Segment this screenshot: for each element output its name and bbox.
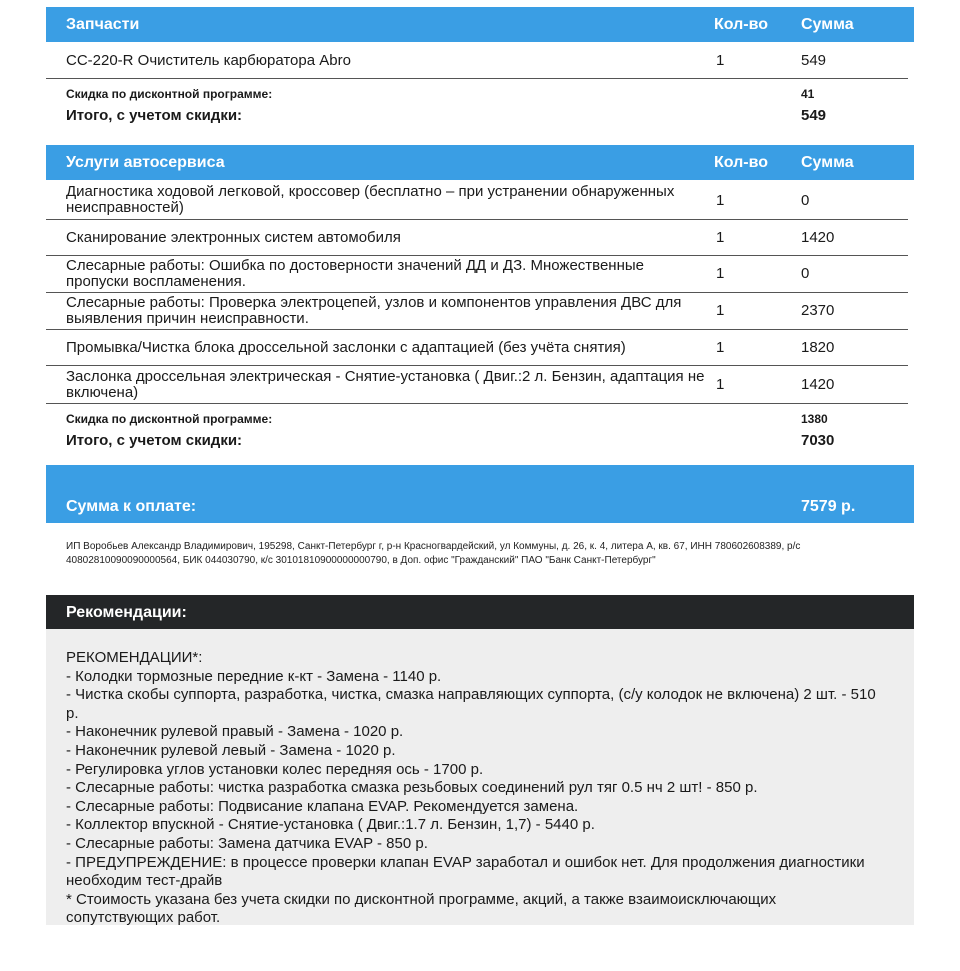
- parts-discount-row: [46, 79, 914, 103]
- recommendation-line: - Наконечник рулевой левый - Замена - 1020 р.: [66, 741, 396, 759]
- service-qty: 1: [716, 339, 725, 356]
- parts-header-sum: Сумма: [801, 15, 854, 33]
- services-header: [46, 145, 914, 180]
- service-sum: 1420: [801, 229, 835, 246]
- service-qty: 1: [716, 302, 725, 319]
- services-total-value: 7030: [801, 432, 835, 449]
- recommendations-title: Рекомендации:: [66, 604, 187, 621]
- recommendation-line: - Наконечник рулевой правый - Замена - 1020 р.: [66, 723, 404, 741]
- table-row: [46, 366, 908, 404]
- payment-value: 7579 р.: [801, 498, 856, 515]
- parts-header: [46, 7, 914, 42]
- service-name: Сканирование электронных систем автомобиля: [66, 229, 401, 246]
- recommendation-line: - Колодки тормозные передние к-кт - Замена - 1140 р.: [66, 667, 442, 685]
- services-header-sum: Сумма: [801, 153, 854, 171]
- parts-header-title: Запчасти: [66, 15, 140, 33]
- payment-label: Сумма к оплате:: [66, 498, 197, 515]
- parts-discount-label: Скидка по дисконтной программе:: [66, 87, 273, 101]
- recommendation-line: - Слесарные работы: чистка разработка смазка резьбовых соединений рул тяг 0.5 нч 2 шт! - 850 р.: [66, 779, 758, 797]
- recommendation-line: * Стоимость указана без учета скидки по дисконтной программе, акций, а также взаимоисключающих сопутствующих работ.: [66, 890, 777, 927]
- recommendations-body: [46, 629, 914, 925]
- part-sum: 549: [801, 52, 827, 69]
- recommendation-line: - Слесарные работы: Замена датчика EVAP - 850 р.: [66, 834, 428, 852]
- services-total-row: [46, 428, 914, 454]
- services-discount-label: Скидка по дисконтной программе:: [66, 412, 273, 426]
- services-header-title: Услуги автосервиса: [66, 153, 225, 171]
- service-name: Промывка/Чистка блока дроссельной заслонки с адаптацией (без учёта снятия): [66, 339, 626, 356]
- service-qty: 1: [716, 229, 725, 246]
- part-qty: 1: [716, 52, 725, 69]
- parts-header-qty: Кол-во: [714, 15, 769, 33]
- services-discount-row: [46, 404, 914, 428]
- service-sum: 1820: [801, 339, 835, 356]
- service-qty: 1: [716, 265, 725, 282]
- table-row: [46, 330, 908, 366]
- table-row: [46, 256, 908, 293]
- parts-total-row: [46, 103, 914, 129]
- recommendation-line: - ПРЕДУПРЕЖДЕНИЕ: в процессе проверки клапан EVAP заработал и ошибок нет. Для продолжения диагностики необходим тест-драйв: [66, 853, 865, 890]
- recommendation-line: РЕКОМЕНДАЦИИ*:: [66, 649, 203, 666]
- services-discount-value: 1380: [801, 412, 828, 426]
- table-row: [46, 180, 908, 220]
- services-total-label: Итого, с учетом скидки:: [66, 432, 243, 449]
- company-requisites: ИП Воробьев Александр Владимирович, 195298, Санкт-Петербург г, р-н Красногвардейский, ул Коммуны, д. 26, к. 4, литера А, кв. 67, ИНН 780602608389, р/с 40802810090090000564, БИК 044030790, к/с 30101810900000000790, в Доп. офис "Гражданский" ПАО "Банк Санкт-Петербург": [66, 541, 801, 566]
- service-name: Слесарные работы: Ошибка по достоверности значений ДД и ДЗ. Множественные пропуски воспламенения.: [66, 257, 644, 290]
- parts-discount-value: 41: [801, 87, 815, 101]
- recommendations-header: [46, 595, 914, 629]
- table-row: [46, 220, 908, 256]
- service-name: Диагностика ходовой легковой, кроссовер (бесплатно – при устранении обнаруженных неисправностей): [66, 183, 675, 216]
- service-qty: 1: [716, 192, 725, 209]
- recommendation-line: - Слесарные работы: Подвисание клапана EVAP. Рекомендуется замена.: [66, 797, 579, 815]
- recommendation-line: - Коллектор впускной - Снятие-установка ( Двиг.:1.7 л. Бензин, 1,7) - 5440 р.: [66, 816, 595, 834]
- recommendation-line: - Чистка скобы суппорта, разработка, чистка, смазка направляющих суппорта, (с/у колодок не включена) 2 шт. - 510 р.: [66, 686, 876, 722]
- recommendation-line: - Регулировка углов установки колес передняя ось - 1700 р.: [66, 760, 484, 778]
- part-name: CC-220-R Очиститель карбюратора Abro: [66, 52, 351, 69]
- parts-total-label: Итого, с учетом скидки:: [66, 107, 243, 124]
- service-sum: 1420: [801, 376, 835, 393]
- service-name: Заслонка дроссельная электрическая - Снятие-установка ( Двиг.:2 л. Бензин, адаптация не включена): [66, 368, 705, 401]
- table-row: [46, 42, 908, 79]
- services-section: [46, 145, 914, 454]
- parts-total-value: 549: [801, 107, 827, 124]
- table-row: [46, 293, 908, 330]
- service-sum: 0: [801, 192, 810, 209]
- service-name: Слесарные работы: Проверка электроцепей, узлов и компонентов управления ДВС для выявления причин неисправности.: [66, 294, 682, 327]
- services-header-qty: Кол-во: [714, 153, 769, 171]
- payment-bar: [46, 465, 914, 523]
- parts-section: [46, 7, 914, 129]
- recommendations-text: [66, 649, 886, 928]
- service-qty: 1: [716, 376, 725, 393]
- service-sum: 2370: [801, 302, 835, 319]
- service-sum: 0: [801, 265, 810, 282]
